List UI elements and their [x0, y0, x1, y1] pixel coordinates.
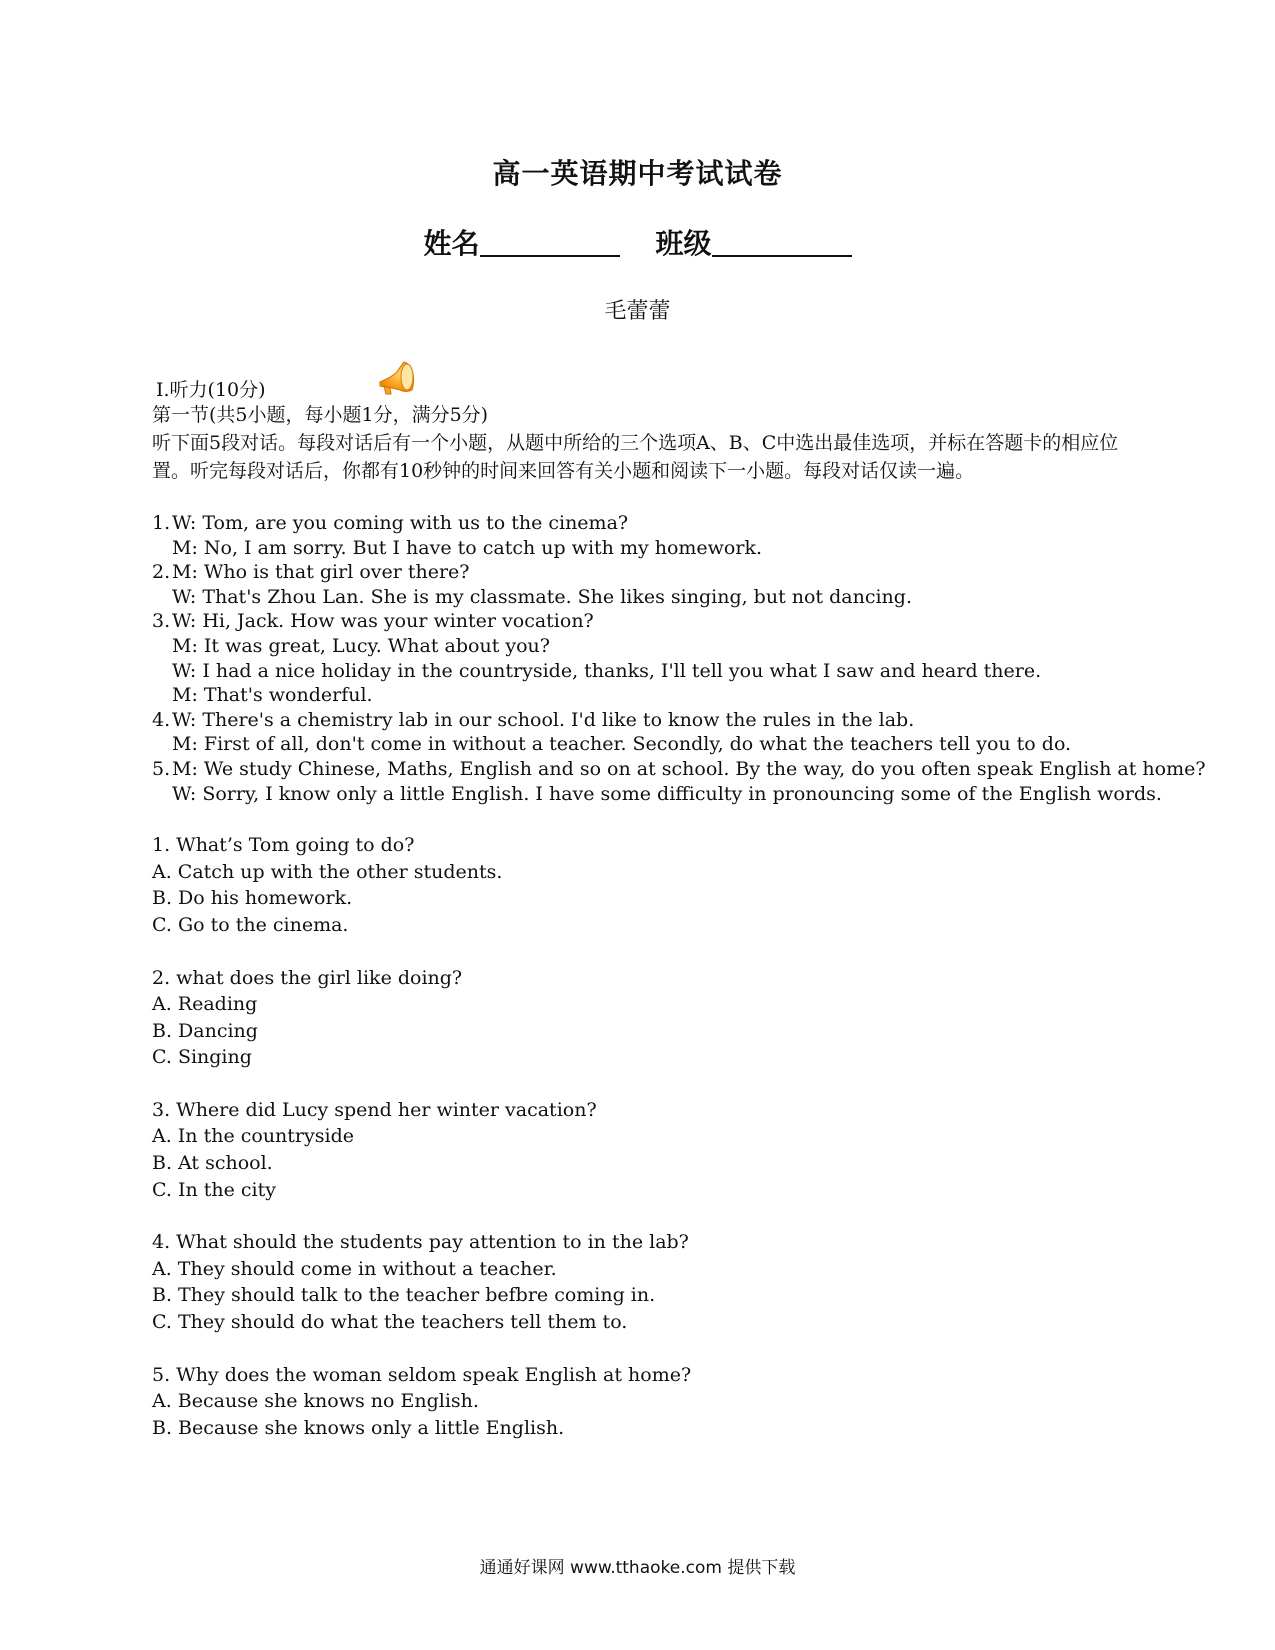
answer-option[interactable]: C. They should do what the teachers tell them to. — [152, 1311, 628, 1334]
dialogue-number: 3. — [152, 610, 171, 633]
dialogue-3 — [152, 609, 1132, 707]
dialogue-number: 1. — [152, 512, 171, 534]
dialogue-number: 5. — [152, 757, 171, 780]
question-list — [152, 832, 1132, 1441]
name-class-row — [0, 222, 1275, 262]
dialogue-line — [152, 511, 1132, 536]
question-stem: 2. what does the girl like doing? — [152, 966, 463, 989]
question-stem: 3. Where did Lucy spend her winter vacation? — [152, 1098, 597, 1121]
answer-option[interactable]: A. Catch up with the other students. — [152, 860, 503, 883]
dialogue-text: W: Hi, Jack. How was your winter vocation? — [172, 610, 594, 633]
page-footer: 通通好课网 www.tthaoke.com 提供下载 — [479, 1558, 796, 1578]
dialogue-text: M: Who is that girl over there? — [172, 561, 470, 584]
question-stem: 5. Why does the woman seldom speak English at home? — [152, 1363, 692, 1386]
dialogue-line — [152, 609, 1132, 634]
author-name: 毛蕾蕾 — [604, 299, 671, 324]
dialogue-text: M: We study Chinese, Maths, English and so on at school. By the way, do you often speak English at home? — [172, 757, 1206, 780]
dialogue-line: M: First of all, don't come in without a teacher. Secondly, do what the teachers tell you to do. — [172, 733, 1072, 756]
question-stem: 4. What should the students pay attention to in the lab? — [152, 1231, 689, 1254]
answer-option[interactable]: A. Because she knows no English. — [152, 1390, 479, 1413]
answer-option[interactable]: B. Do his homework. — [152, 887, 353, 910]
answer-option[interactable]: B. They should talk to the teacher befbre coming in. — [152, 1284, 656, 1307]
question-4 — [152, 1229, 1132, 1335]
question-3 — [152, 1097, 1132, 1203]
dialogue-number: 4. — [152, 708, 171, 731]
dialogue-number: 2. — [152, 561, 171, 584]
dialogue-line: W: Sorry, I know only a little English. I have some difficulty in pronouncing some of the English words. — [172, 782, 1162, 805]
dialogue-line — [152, 757, 1206, 782]
class-label: 班级 — [655, 227, 712, 260]
answer-option[interactable]: C. Go to the cinema. — [152, 913, 349, 936]
class-blank[interactable] — [712, 233, 852, 257]
dialogue-5 — [152, 757, 1206, 806]
dialogue-line — [152, 708, 1132, 733]
answer-option[interactable]: C. In the city — [152, 1178, 276, 1201]
section-heading: Ⅰ.听力(10分) — [156, 379, 266, 401]
question-stem: 1. What’s Tom going to do? — [152, 834, 415, 857]
section-heading-row — [152, 378, 1132, 403]
dialogue-text: W: There's a chemistry lab in our school. I'd like to know the rules in the lab. — [172, 708, 915, 731]
question-1 — [152, 832, 1132, 938]
answer-option[interactable]: A. Reading — [152, 993, 258, 1016]
dialogue-line: W: That's Zhou Lan. She is my classmate. She likes singing, but not dancing. — [172, 585, 912, 608]
page-title: 高一英语期中考试试卷 — [492, 157, 783, 190]
dialogue-4 — [152, 708, 1132, 757]
dialogue-list — [152, 511, 1206, 806]
answer-option[interactable]: B. Dancing — [152, 1019, 258, 1042]
question-2 — [152, 965, 1132, 1071]
question-5 — [152, 1362, 1132, 1442]
answer-option[interactable]: B. Because she knows only a little English. — [152, 1416, 565, 1439]
name-label: 姓名 — [423, 227, 480, 260]
section-part: 第一节(共5小题，每小题1分，满分5分) — [152, 404, 489, 426]
section-instructions: 听下面5段对话。每段对话后有一个小题，从题中所给的三个选项A、B、C中选出最佳选项，并标在答题卡的相应位置。听完每段对话后，你都有10秒钟的时间来回答有关小题和阅读下一小题。每段对话仅读一遍。 — [152, 432, 1119, 482]
speaker-icon[interactable] — [374, 356, 420, 402]
dialogue-2 — [152, 560, 1132, 609]
dialogue-line: M: That's wonderful. — [172, 684, 373, 707]
listening-section — [152, 378, 1206, 1441]
dialogue-line: M: No, I am sorry. But I have to catch up with my homework. — [172, 536, 763, 559]
answer-option[interactable]: B. At school. — [152, 1152, 273, 1175]
dialogue-line: W: I had a nice holiday in the countryside, thanks, I'll tell you what I saw and heard there. — [172, 659, 1042, 682]
dialogue-line — [152, 560, 1132, 585]
dialogue-text: W: Tom, are you coming with us to the cinema? — [172, 512, 629, 534]
answer-option[interactable]: C. Singing — [152, 1046, 252, 1069]
answer-option[interactable]: A. They should come in without a teacher. — [152, 1257, 557, 1280]
answer-option[interactable]: A. In the countryside — [152, 1125, 354, 1148]
dialogue-1 — [152, 511, 1132, 560]
name-blank[interactable] — [480, 233, 620, 257]
dialogue-line: M: It was great, Lucy. What about you? — [172, 634, 550, 657]
